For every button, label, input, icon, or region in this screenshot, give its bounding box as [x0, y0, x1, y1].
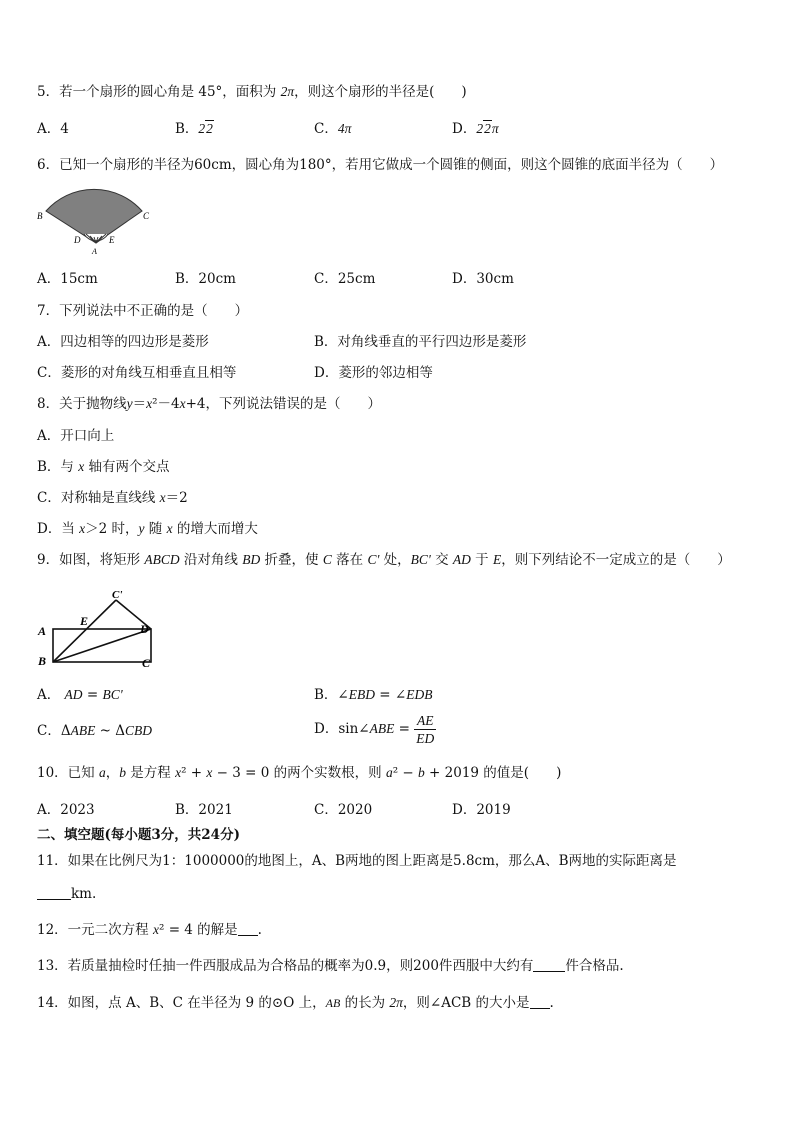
q8-option-b[interactable]: B．与 x 轴有两个交点 — [37, 459, 170, 475]
label-D: D — [74, 235, 81, 245]
label-B: B — [38, 654, 47, 668]
label-C-prime: C' — [112, 589, 123, 601]
q9-option-b[interactable]: B．∠EBD = ∠EDB — [314, 687, 433, 703]
q8-option-c[interactable]: C．对称轴是直线线 x＝2 — [37, 490, 188, 506]
label-D: D — [140, 622, 149, 636]
q5-option-d[interactable]: D．22π — [452, 121, 499, 137]
q9-option-a[interactable]: A． AD = BC' — [37, 687, 123, 703]
q10-option-c[interactable]: C．2020 — [314, 802, 373, 818]
q7-option-a[interactable]: A．四边相等的四边形是菱形 — [37, 334, 209, 350]
label-A: A — [92, 247, 97, 256]
question-9-stem: 9．如图，将矩形 ABCD 沿对角线 BD 折叠，使 C 落在 C' 处，BC' 交 AD 于 E，则下列结论不一定成立的是（ ） — [37, 552, 731, 568]
q10-option-b[interactable]: B．2021 — [175, 802, 233, 818]
q6-option-b[interactable]: B．20cm — [175, 271, 236, 287]
question-7-stem: 7．下列说法中不正确的是（ ） — [37, 303, 249, 319]
section-heading-fill-in: 二、填空题(每小题3分，共24分) — [37, 827, 240, 843]
label-C: C — [142, 656, 151, 670]
q11-answer-line: km. — [37, 885, 96, 903]
q7-option-d[interactable]: D．菱形的邻边相等 — [314, 365, 433, 381]
question-14-stem: 14．如图，点 A、B、C 在半径为 9 的⊙O 上，AB 的长为 2π，则∠ACB 的大小是 . — [37, 995, 554, 1011]
q12-answer-blank[interactable] — [238, 921, 258, 936]
label-E: E — [80, 614, 89, 628]
question-12-stem: 12．一元二次方程 x² = 4 的解是 . — [37, 922, 262, 938]
q8-option-d[interactable]: D．当 x＞2 时，y 随 x 的增大而增大 — [37, 521, 258, 537]
q9-option-c[interactable]: C．ΔABE ~ ΔCBD — [37, 723, 152, 739]
label-A: A — [38, 624, 47, 638]
question-13-stem: 13．若质量抽检时任抽一件西服成品为合格品的概率为0.9，则200件西服中大约有 件合格品. — [37, 958, 624, 974]
question-11-stem: 11．如果在比例尺为1：1000000的地图上，A、B两地的图上距离是5.8cm，那么A、B两地的实际距离是 — [37, 853, 677, 869]
q5-option-a[interactable]: A．4 — [37, 121, 69, 137]
question-8-stem: 8．关于抛物线y＝x²－4x+4，下列说法错误的是（ ） — [37, 396, 382, 412]
q6-sector-figure — [36, 188, 156, 258]
q7-option-c[interactable]: C．菱形的对角线互相垂直且相等 — [37, 365, 237, 381]
q6-option-d[interactable]: D．30cm — [452, 271, 514, 287]
q6-option-a[interactable]: A．15cm — [37, 271, 98, 287]
question-10-stem: 10．已知 a，b 是方程 x² + x − 3 = 0 的两个实数根，则 a² − b + 2019 的值是( ) — [37, 765, 562, 781]
question-6-stem: 6．已知一个扇形的半径为60cm，圆心角为180°，若用它做成一个圆锥的侧面，则这个圆锥的底面半径为（ ） — [37, 157, 724, 173]
q10-option-a[interactable]: A．2023 — [37, 802, 95, 818]
label-B: B — [37, 211, 43, 221]
q5-option-c[interactable]: C．4π — [314, 121, 352, 137]
q7-option-b[interactable]: B．对角线垂直的平行四边形是菱形 — [314, 334, 527, 350]
label-C: C — [143, 211, 150, 221]
label-E: E — [109, 235, 115, 245]
q14-answer-blank[interactable] — [530, 994, 550, 1009]
q10-option-d[interactable]: D．2019 — [452, 802, 511, 818]
question-5-stem: 5．若一个扇形的圆心角是 45°，面积为 2π，则这个扇形的半径是( ) — [37, 84, 467, 100]
q11-answer-blank[interactable] — [37, 885, 71, 900]
q8-option-a[interactable]: A．开口向上 — [37, 428, 115, 444]
q9-option-d[interactable]: D．sin∠ABE = $\frac{AE}{ED}$ — [314, 713, 435, 746]
q9-rectangle-figure — [36, 588, 166, 672]
q5-option-b[interactable]: B．22 — [175, 121, 213, 137]
q13-answer-blank[interactable] — [533, 957, 565, 972]
q6-option-c[interactable]: C．25cm — [314, 271, 376, 287]
